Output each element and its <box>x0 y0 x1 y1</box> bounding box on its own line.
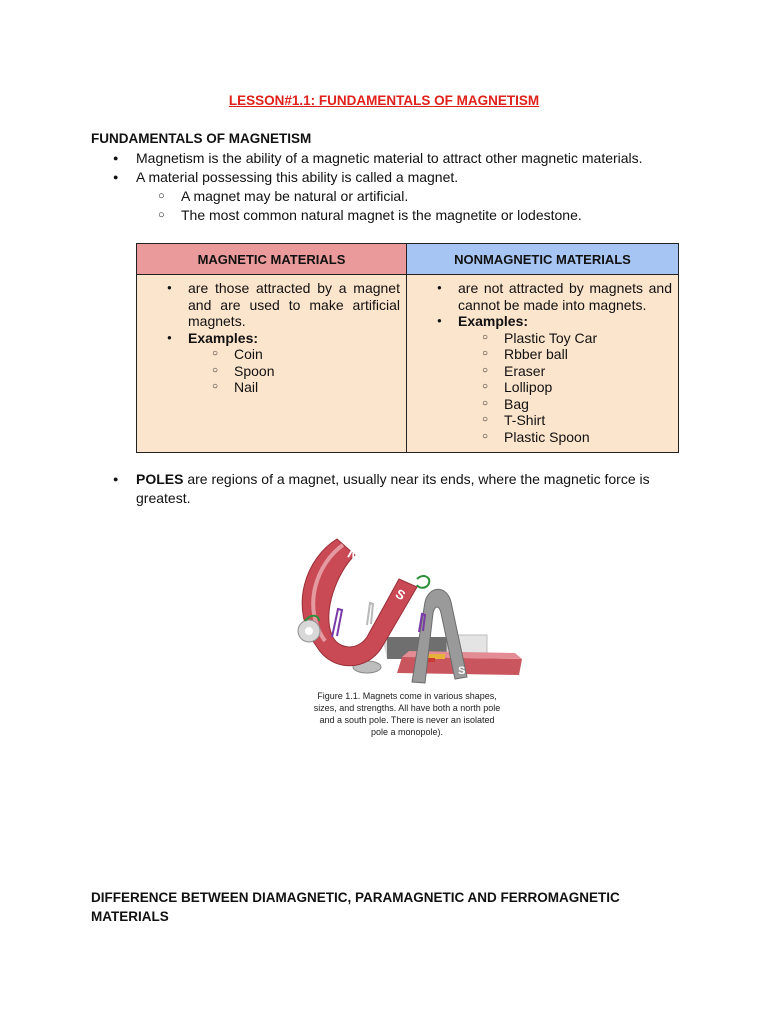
caption-line: Figure 1.1. Magnets come in various shapes, <box>317 691 497 701</box>
magnetic-examples-label: ● Examples: <box>137 330 406 347</box>
nonmagnetic-example-item: ○ Plastic Spoon <box>407 429 678 446</box>
poles-list <box>0 470 650 508</box>
nonmagnetic-materials-cell <box>407 275 678 452</box>
section-heading-line: DIFFERENCE BETWEEN DIAMAGNETIC, PARAMAGNETIC AND FERROMAGNETIC <box>91 890 620 905</box>
magnets-figure-image <box>287 527 527 687</box>
section-heading-fundamentals: FUNDAMENTALS OF MAGNETISM <box>91 131 312 146</box>
poles-text: are regions of a magnet, usually near its ends, where the magnetic force is <box>183 471 650 487</box>
poles-term: POLES <box>136 471 184 487</box>
nonmagnetic-materials-header: NONMAGNETIC MATERIALS <box>407 244 678 275</box>
nonmagnetic-example-item: ○ Lollipop <box>407 379 678 396</box>
sub-list-item: ○ A magnet may be natural or artificial. <box>0 187 643 206</box>
nonmagnetic-example-item: ○ T-Shirt <box>407 412 678 429</box>
sub-list-item: ○ The most common natural magnet is the magnetite or lodestone. <box>0 206 643 225</box>
nonmagnetic-examples-label: ● Examples: <box>407 313 678 330</box>
list-item: ● Magnetism is the ability of a magnetic material to attract other magnetic materials. <box>0 149 643 168</box>
figure-caption <box>287 690 527 738</box>
north-pole-label: N <box>345 544 362 564</box>
section-heading-difference <box>91 888 620 926</box>
nonmagnetic-example-item: ○ Eraser <box>407 363 678 380</box>
magnetic-materials-header: MAGNETIC MATERIALS <box>137 244 407 275</box>
magnetic-example-item: ○ Nail <box>137 379 406 396</box>
materials-comparison-table <box>136 243 679 453</box>
caption-line: pole a monopole). <box>370 727 444 737</box>
magnetic-materials-cell <box>137 275 407 452</box>
poles-text-cont: greatest. <box>136 490 191 506</box>
list-item: ● A material possessing this ability is called a magnet. <box>0 168 643 187</box>
nonmagnetic-example-item: ○ Plastic Toy Car <box>407 330 678 347</box>
poles-item <box>0 470 650 508</box>
magnetic-example-item: ○ Spoon <box>137 363 406 380</box>
lesson-title: LESSON#1.1: FUNDAMENTALS OF MAGNETISM <box>228 93 540 108</box>
south-pole-label: S <box>393 585 409 604</box>
nonmagnetic-example-item: ○ Bag <box>407 396 678 413</box>
fundamentals-list <box>0 149 643 225</box>
magnetic-description: ● are those attracted by a magnet and are used to make artificial magnets. <box>137 280 406 330</box>
magnetic-example-item: ○ Coin <box>137 346 406 363</box>
caption-line: and a south pole. There is never an isolated <box>319 715 495 725</box>
section-heading-line: MATERIALS <box>91 909 169 924</box>
caption-line: sizes, and strengths. All have both a north pole <box>313 703 501 713</box>
south-pole-label: S <box>458 665 466 677</box>
nonmagnetic-description: ● are not attracted by magnets and cannot be made into magnets. <box>407 280 678 313</box>
nonmagnetic-example-item: ○ Rbber ball <box>407 346 678 363</box>
